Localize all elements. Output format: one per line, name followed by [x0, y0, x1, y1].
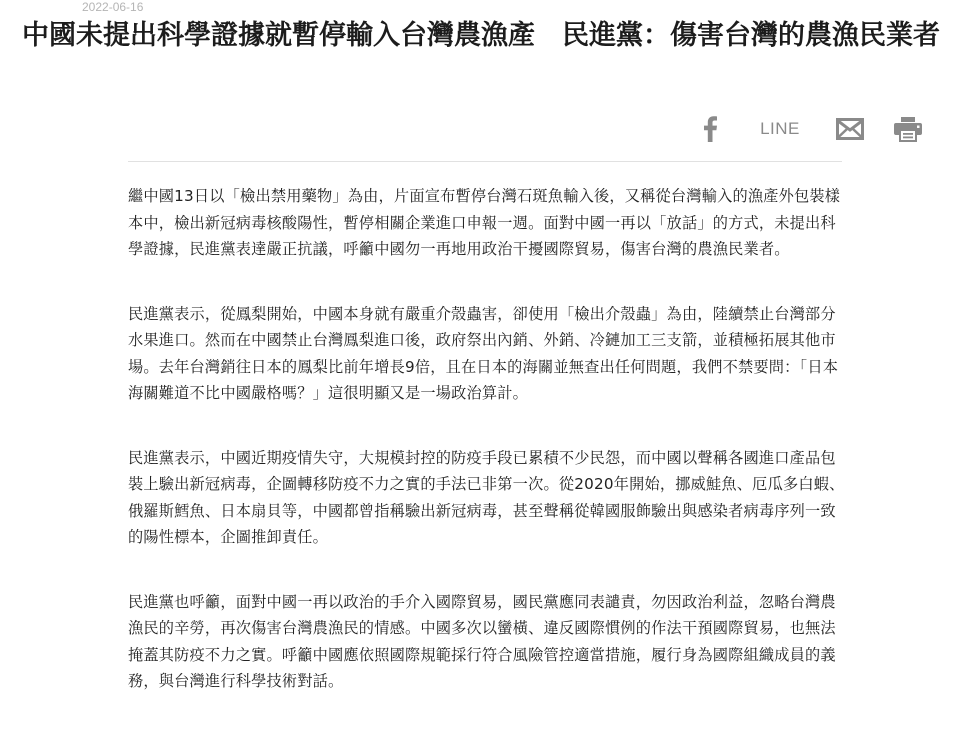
- facebook-share-button[interactable]: [690, 112, 730, 146]
- share-toolbar: [690, 112, 930, 146]
- printer-icon: [894, 117, 922, 141]
- article-title: 中國未提出科學證據就暫停輸入台灣農漁產 民進黨：傷害台灣的農漁民業者: [22, 20, 940, 51]
- article-paragraph: 繼中國13日以「檢出禁用藥物」為由，片面宣布暫停台灣石斑魚輸入後，又稱從台灣輸入的漁產外包裝樣本中，檢出新冠病毒核酸陽性，暫停相關企業進口申報一週。面對中國一再以「放話」的方式，未提出科學證據，民進黨表達嚴正抗議，呼籲中國勿一再地用政治干擾國際貿易，傷害台灣的農漁民業者。: [128, 187, 841, 258]
- print-button[interactable]: [888, 112, 928, 146]
- article-body: [128, 183, 848, 733]
- line-share-button[interactable]: [754, 112, 806, 146]
- article-date: 2022-06-16: [82, 0, 144, 14]
- mail-icon: [836, 118, 864, 140]
- article-paragraph: 民進黨表示，從鳳梨開始，中國本身就有嚴重介殼蟲害，卻使用「檢出介殼蟲」為由，陸續禁止台灣部分水果進口。然而在中國禁止台灣鳳梨進口後，政府祭出內銷、外銷、冷鏈加工三支箭，並積極拓展其他市場。去年台灣銷往日本的鳳梨比前年增長9倍，且在日本的海關並無查出任何問題，我們不禁要問：「日本海關難道不比中國嚴格嗎？」這很明顯又是一場政治算計。: [128, 304, 839, 402]
- line-share-label: LINE: [760, 119, 800, 138]
- facebook-icon: [702, 116, 718, 142]
- article-paragraph: 民進黨也呼籲，面對中國一再以政治的手介入國際貿易，國民黨應同表譴責，勿因政治利益，忽略台灣農漁民的辛勞，再次傷害台灣農漁民的情感。中國多次以蠻橫、違反國際慣例的作法干預國際貿易，也無法掩蓋其防疫不力之實。呼籲中國應依照國際規範採行符合風險管控適當措施，履行身為國際組織成員的義務，與台灣進行科學技術對話。: [128, 592, 836, 690]
- article-paragraph: 民進黨表示，中國近期疫情失守，大規模封控的防疫手段已累積不少民怨，而中國以聲稱各國進口產品包裝上驗出新冠病毒，企圖轉移防疫不力之實的手法已非第一次。從2020年開始，挪威鮭魚、厄瓜多白蝦、俄羅斯鱈魚、日本扇貝等，中國都曾指稱驗出新冠病毒，甚至聲稱從韓國服飾驗出與感染者病毒序列一致的陽性標本，企圖推卸責任。: [128, 448, 845, 546]
- mail-share-button[interactable]: [830, 112, 870, 146]
- content-divider: [128, 161, 842, 162]
